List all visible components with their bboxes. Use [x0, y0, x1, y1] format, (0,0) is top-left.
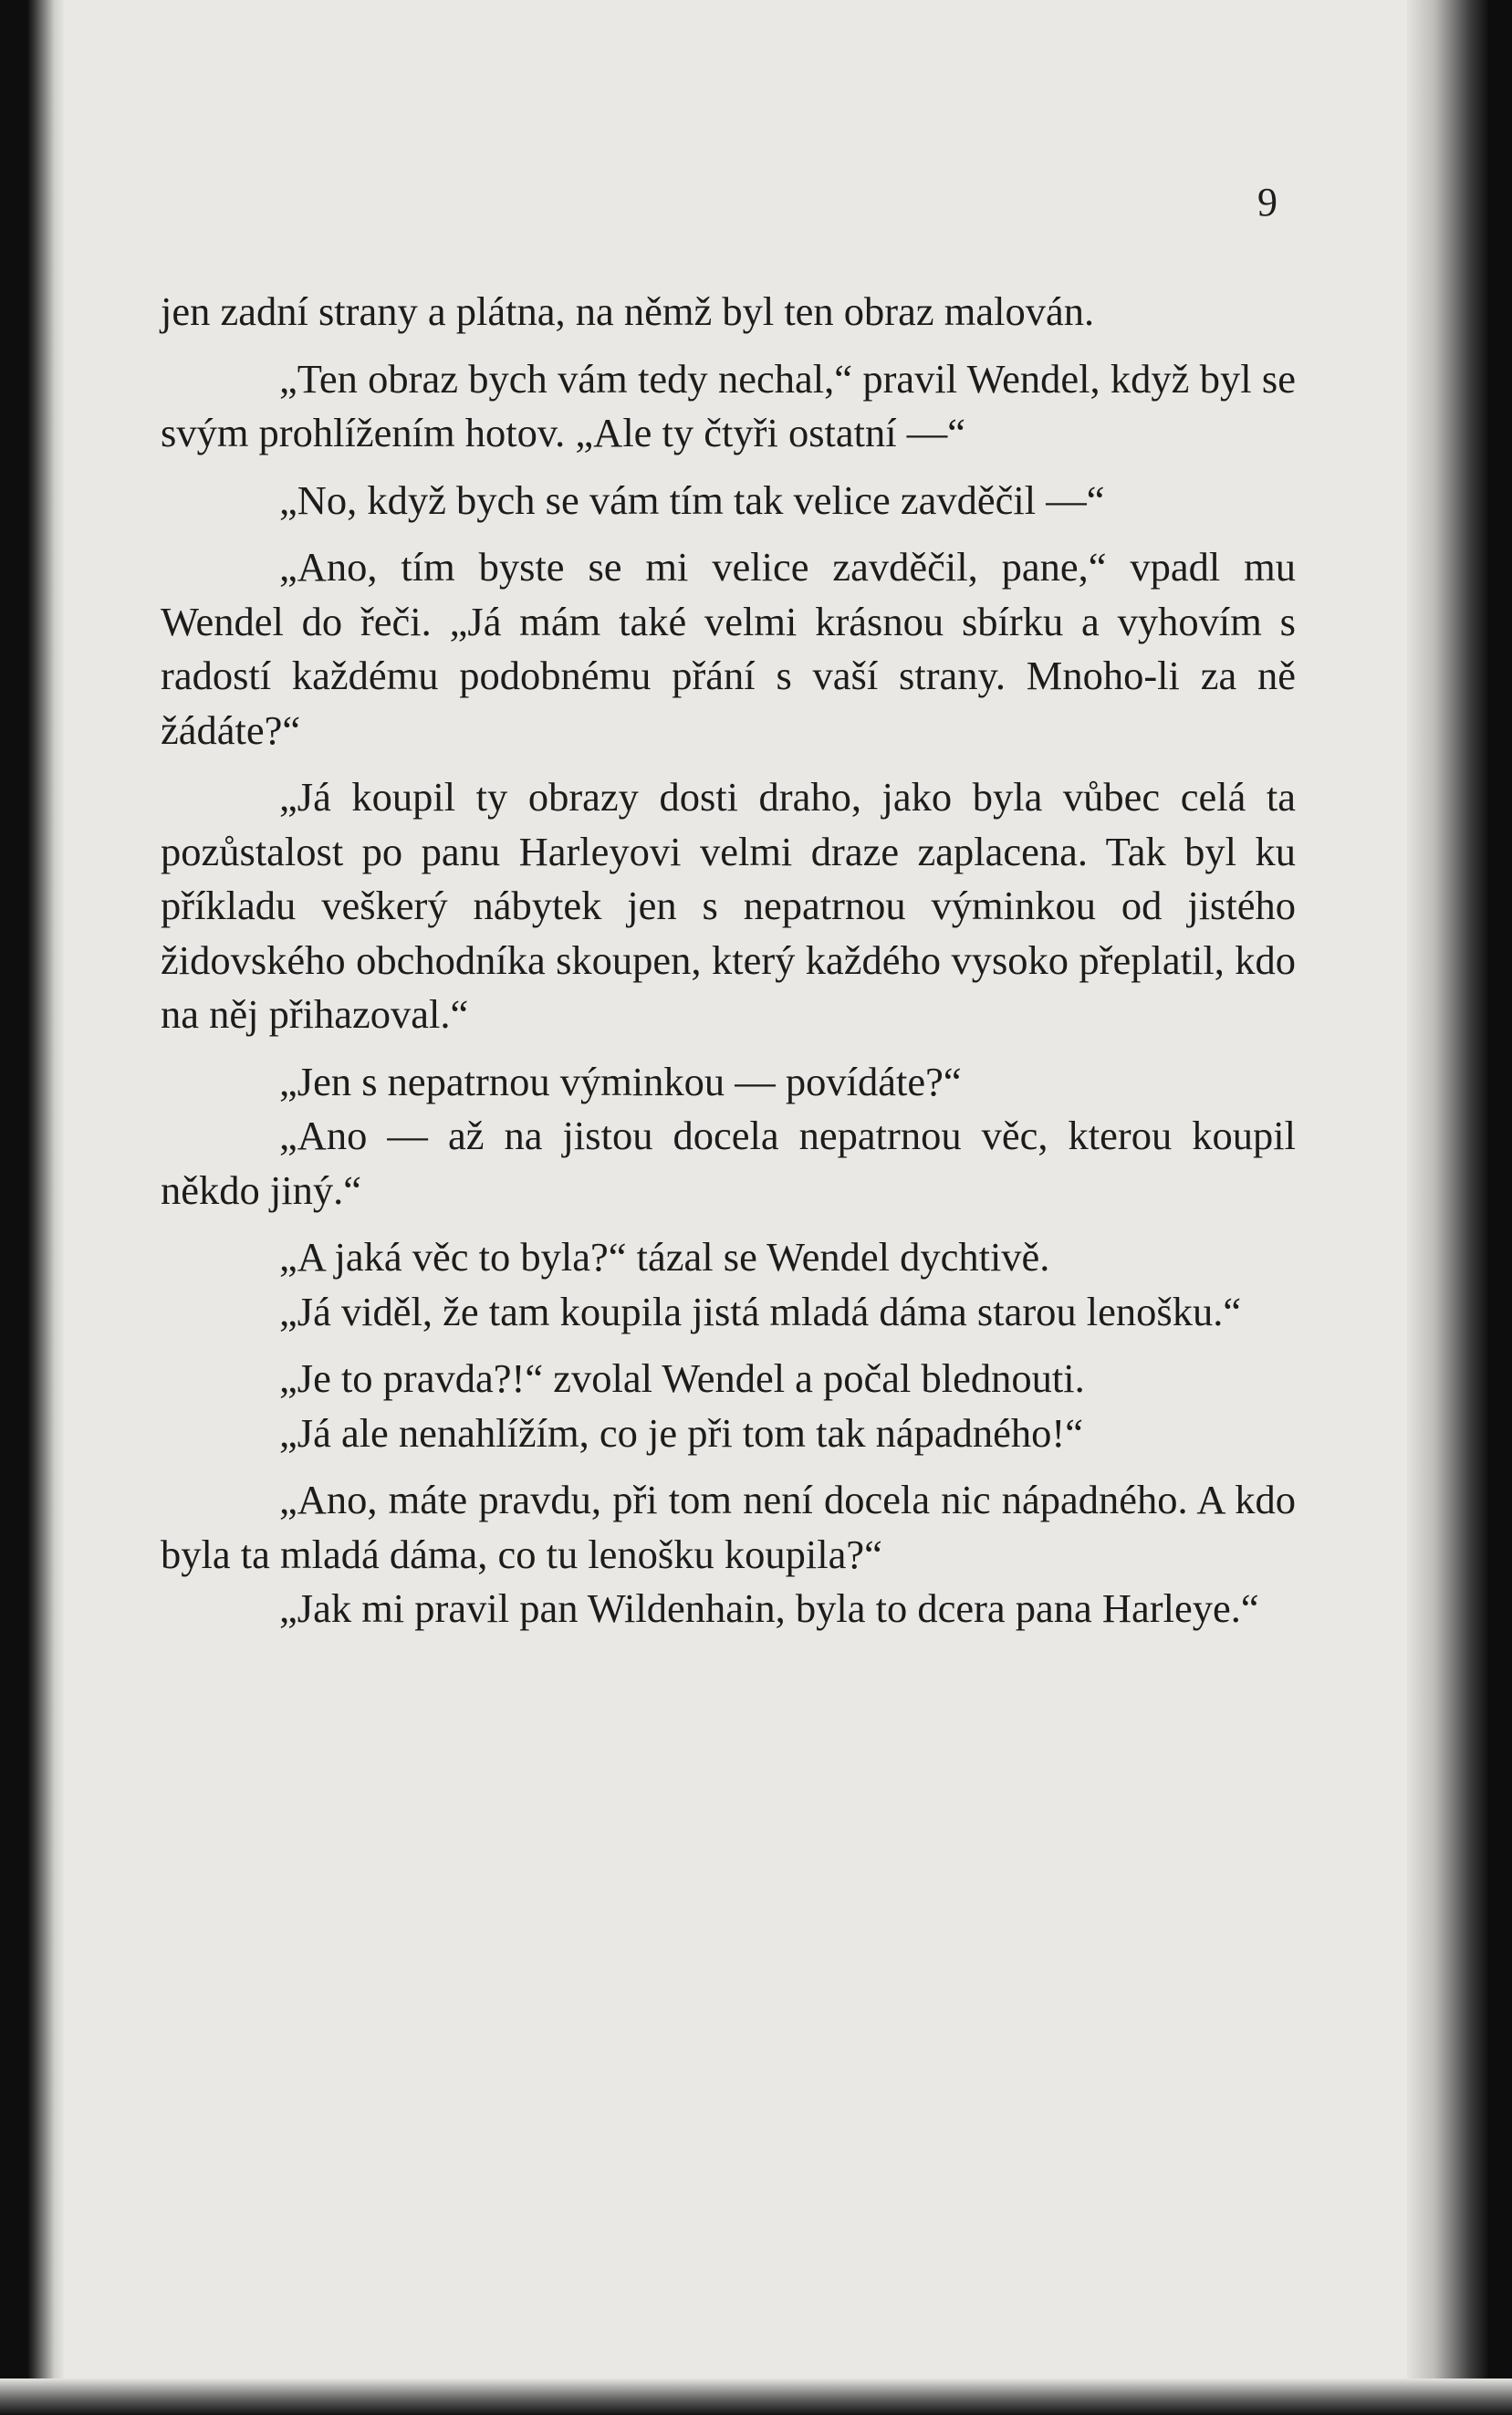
- paragraph: „Ano, tím byste se mi velice zavděčil, pane,“ vpadl mu Wendel do řeči. „Já mám také velmi krásnou sbírku a vyhovím s radostí každému podobnému přání s vaší strany. Mnoho-li za ně žádáte?“: [161, 544, 1296, 753]
- paragraph: „Jen s nepatrnou výminkou — povídáte?“: [279, 1058, 962, 1104]
- paragraph: „No, když bych se vám tím tak velice zavděčil —“: [279, 476, 1105, 523]
- body-text: [161, 285, 1296, 1636]
- paragraph: „Já koupil ty obrazy dosti draho, jako byla vůbec celá ta pozůstalost po panu Harleyovi velmi draze zaplacena. Tak byl ku příkladu veškerý nábytek jen s nepatrnou výminkou od jistého židovského obchodníka skoupen, který každého vysoko přeplatil, kdo na něj přihazoval.“: [161, 774, 1296, 1037]
- page-right-edge-shadow: [1407, 0, 1512, 2415]
- paragraph: „Jak mi pravil pan Wildenhain, byla to dcera pana Harleye.“: [279, 1585, 1259, 1631]
- paragraph: „Ano, máte pravdu, při tom není docela nic nápadného. A kdo byla ta mladá dáma, co tu lenošku koupila?“: [161, 1477, 1296, 1577]
- paragraph: „Je to pravda?!“ zvolal Wendel a počal blednouti.: [279, 1355, 1085, 1401]
- paragraph: „A jaká věc to byla?“ tázal se Wendel dychtivě.: [279, 1234, 1050, 1280]
- paragraph: „Já ale nenahlížím, co je při tom tak nápadného!“: [279, 1409, 1083, 1456]
- paragraph: „Ten obraz bych vám tedy nechal,“ pravil Wendel, když byl se svým prohlížením hotov. „Ale ty čtyři ostatní —“: [161, 355, 1296, 455]
- paragraph: „Ano — až na jistou docela nepatrnou věc, kterou koupil někdo jiný.“: [161, 1113, 1296, 1213]
- paragraph: „Já viděl, že tam koupila jistá mladá dáma starou lenošku.“: [279, 1288, 1242, 1334]
- paragraph: jen zadní strany a plátna, na němž byl ten obraz malován.: [161, 288, 1095, 334]
- page-bottom-edge-shadow: [0, 2378, 1512, 2415]
- page-number: 9: [1257, 180, 1277, 225]
- page-left-edge-shadow: [0, 0, 64, 2415]
